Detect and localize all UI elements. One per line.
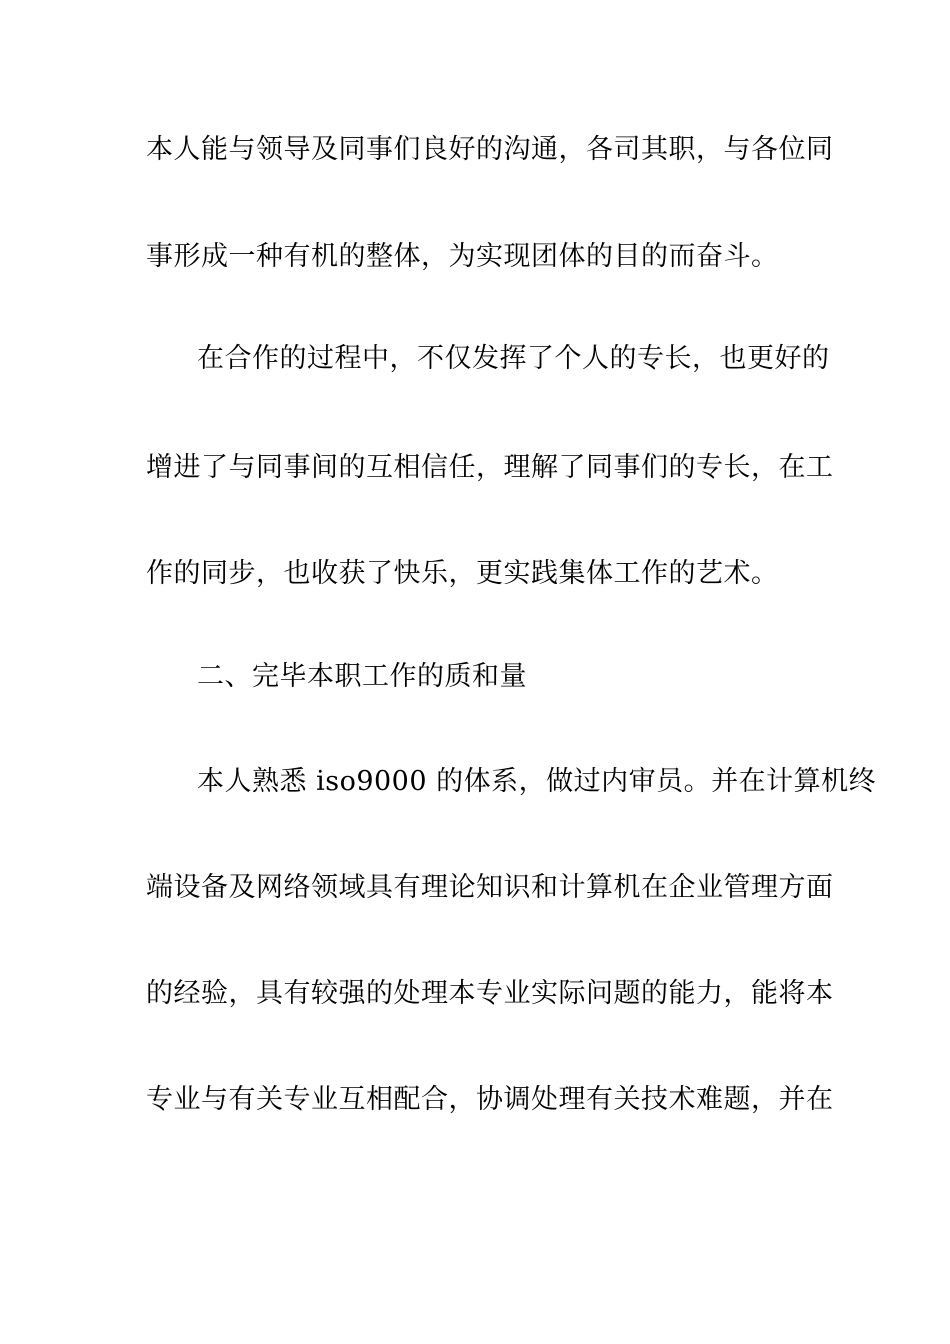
paragraph-line: 作的同步，也收获了快乐，更实践集体工作的艺术。 [146,558,779,589]
paragraph-line: 本人熟悉 iso9000 的体系，做过内审员。并在计算机终 [197,766,877,797]
paragraph-line: 本人能与领导及同事们良好的沟通，各司其职，与各位同 [146,134,834,165]
section-heading: 二、完毕本职工作的质和量 [197,661,527,692]
paragraph-line: 端设备及网络领域具有理论知识和计算机在企业管理方面 [146,872,834,903]
paragraph-line: 的经验，具有较强的处理本专业实际问题的能力，能将本 [146,978,834,1009]
paragraph-line: 专业与有关专业互相配合，协调处理有关技术难题，并在 [146,1084,834,1115]
paragraph-line: 增进了与同事间的互相信任，理解了同事们的专长，在工 [146,452,834,483]
paragraph-line: 在合作的过程中，不仅发挥了个人的专长，也更好的 [197,343,830,374]
paragraph-line: 事形成一种有机的整体，为实现团体的目的而奋斗。 [146,241,779,272]
